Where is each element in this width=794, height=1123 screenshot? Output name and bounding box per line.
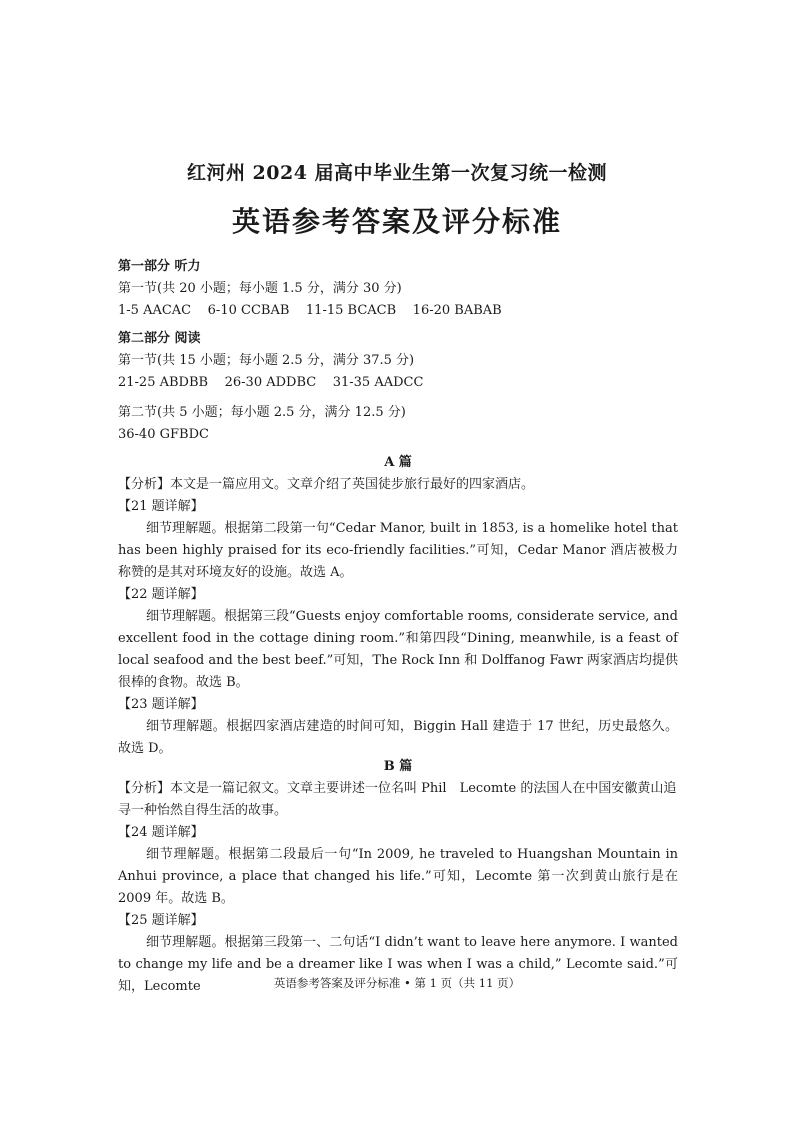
part2-section1-instructions: 第一节(共 15 小题；每小题 2.5 分，满分 37.5 分) xyxy=(118,353,415,368)
passage-a-analysis: 【分析】本文是一篇应用文。文章介绍了英国徒步旅行最好的四家酒店。 xyxy=(118,477,535,492)
q23-explanation: 细节理解题。根据四家酒店建造的时间可知，Biggin Hall 建造于 17 世纪，历史最悠久。故选 D。 xyxy=(118,719,678,756)
part1-listening xyxy=(118,256,678,322)
q24-heading: 【24 题详解】 xyxy=(118,825,204,840)
passage-a-explanations xyxy=(118,452,678,760)
page-footer: 英语参考答案及评分标准 • 第 1 页（共 11 页） xyxy=(273,976,521,990)
part1-answers: 1-5 AACAC 6-10 CCBAB 11-15 BCACB 16-20 BABAB xyxy=(118,303,502,318)
part2-answers1: 21-25 ABDBB 26-30 ADDBC 31-35 AADCC xyxy=(118,375,424,390)
passage-b-title: B 篇 xyxy=(383,759,413,774)
q25-heading: 【25 题详解】 xyxy=(118,913,204,928)
document-title: 英语参考答案及评分标准 xyxy=(231,205,562,238)
passage-b-analysis: 【分析】本文是一篇记叙文。文章主要讲述一位名叫 Phil Lecomte 的法国人在中国安徽黄山追寻一种怡然自得生活的故事。 xyxy=(118,781,677,818)
part2-section2-instructions: 第二节(共 5 小题；每小题 2.5 分，满分 12.5 分) xyxy=(118,405,406,420)
q23-heading: 【23 题详解】 xyxy=(118,697,204,712)
exam-title: 红河州 2024 届高中毕业生第一次复习统一检测 xyxy=(186,162,608,184)
part1-heading: 第一部分 听力 xyxy=(118,259,201,274)
passage-a-title: A 篇 xyxy=(384,455,412,470)
passage-b-explanations xyxy=(118,756,678,998)
q21-heading: 【21 题详解】 xyxy=(118,499,204,514)
part2-reading xyxy=(118,328,678,394)
part2-heading: 第二部分 阅读 xyxy=(118,331,201,346)
q22-heading: 【22 题详解】 xyxy=(118,587,204,602)
q24-explanation: 细节理解题。根据第二段最后一句“In 2009, he traveled to Huangshan Mountain in Anhui province, a place that changed his life.”可知，Lecomte 第一次到黄山旅行是在 2009 年。故选 B。 xyxy=(118,847,678,906)
part2-answers2: 36-40 GFBDC xyxy=(118,427,209,442)
q21-explanation: 细节理解题。根据第二段第一句“Cedar Manor, built in 1853, is a homelike hotel that has been highly praised for its eco-friendly facilities.”可知，Cedar Manor 酒店被极力称赞的是其对环境友好的设施。故选 A。 xyxy=(118,521,678,580)
part1-section1-instructions: 第一节(共 20 小题；每小题 1.5 分，满分 30 分) xyxy=(118,281,402,296)
q22-explanation: 细节理解题。根据第三段“Guests enjoy comfortable rooms, considerate service, and excellent food in the cottage dining room.”和第四段“Dining, meanwhile, is a feast of local seafood and the best beef.”可知，The Rock Inn 和 Dolffanog Fawr 两家酒店均提供很棒的食物。故选 B。 xyxy=(118,609,678,690)
part2-section2 xyxy=(118,402,678,446)
q25-explanation: 细节理解题。根据第三段第一、二句话“I didn’t want to leave here anymore. I wanted to change my life and be a dreamer like I was when I was a child,” Lecomte said.”可知，Lecomte xyxy=(118,935,678,994)
